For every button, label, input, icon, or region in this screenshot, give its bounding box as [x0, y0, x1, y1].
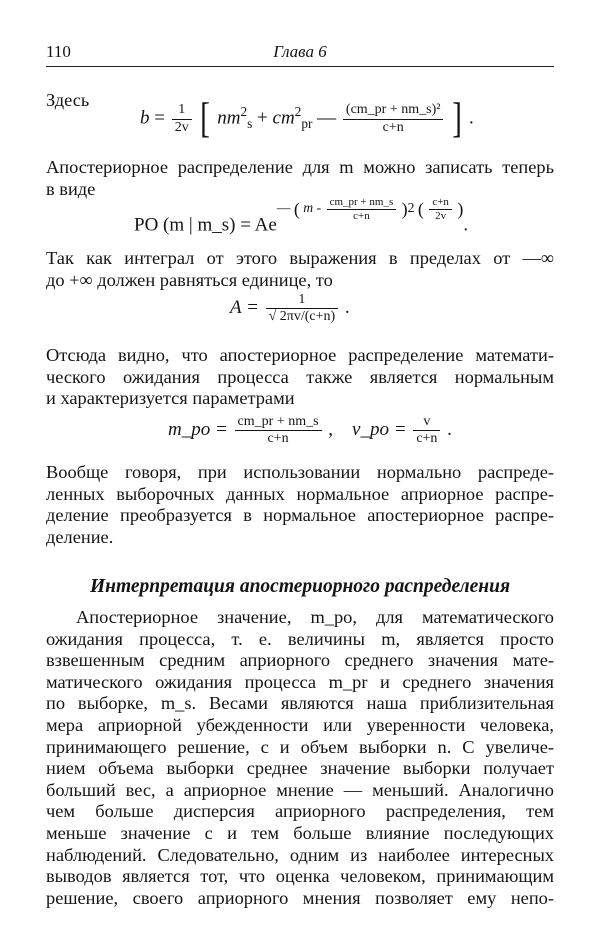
chapter-title: Глава 6	[273, 42, 327, 61]
page-number: 110	[46, 42, 71, 61]
formula-params: m_po = $\frac{cm\_pr + nm\_s}{c+n}$ , v_po = $\frac{v}{c+n}$ .	[168, 414, 452, 447]
formula-a: A = $\frac{1}{√ 2\pi v/(c+n)}$ .	[230, 292, 350, 325]
header-rule	[46, 66, 554, 67]
paragraph-3: Отсюда видно, что апостериорное распределение математи- ческого ожидания процесса также является нормальным и характеризуется параметрами	[46, 345, 554, 409]
formula-b: b = $\frac{1}{2v}$ [ $nm^2_s + cm^2_{pr}$ — $\frac{\text{(cm\_pr + nm\_s)²}}{c+n}$ ] .	[140, 96, 474, 142]
paragraph-2: Так как интеграл от этого выражения в пределах от —∞ до +∞ должен равняться единице, то	[46, 248, 554, 290]
paragraph-5: Апостериорное значение, m_po, для математического ожидания процесса, т. е. величины m, является просто взвешенным средним априорного среднего значения мате- матического ожидания процесса m_pr и среднего значения по выборке, m_s. Весами являются наша приблизительная мера априорной убежденности или уверенности человека, принимающего решение, c и объем выборки n. С увеличе- нием объема выборки среднее значение выборки получает больший вес, а априорное мнение — меньший. Аналогично чем больше дисперсия априорного распределения, тем меньше значение c и тем больше влияние последующих наблюдений. Следовательно, одним из наиболее интересных выводов является тот, что оценка человеком, принимающим решение, своего априорного мнения позволяет ему непо-	[46, 607, 554, 908]
section-heading: Интерпретация апостериорного распределения	[89, 576, 511, 597]
formula-po: PO (m | m_s) = $Ae^{— ( m - \frac{cm\_pr + nm\_s}{c+n} )2 ( \frac{c+n}{2v} )}$.	[134, 196, 469, 236]
paragraph-4: Вообще говоря, при использовании нормально распреде- ленных выборочных данных нормальное априорное распре- деление преобразуется в нормальное апостериорное распре- деление.	[46, 462, 554, 547]
formula-b-intro: Здесь	[46, 90, 90, 110]
paragraph-1: Апостериорное распределение для m можно записать теперь в виде	[46, 157, 554, 199]
